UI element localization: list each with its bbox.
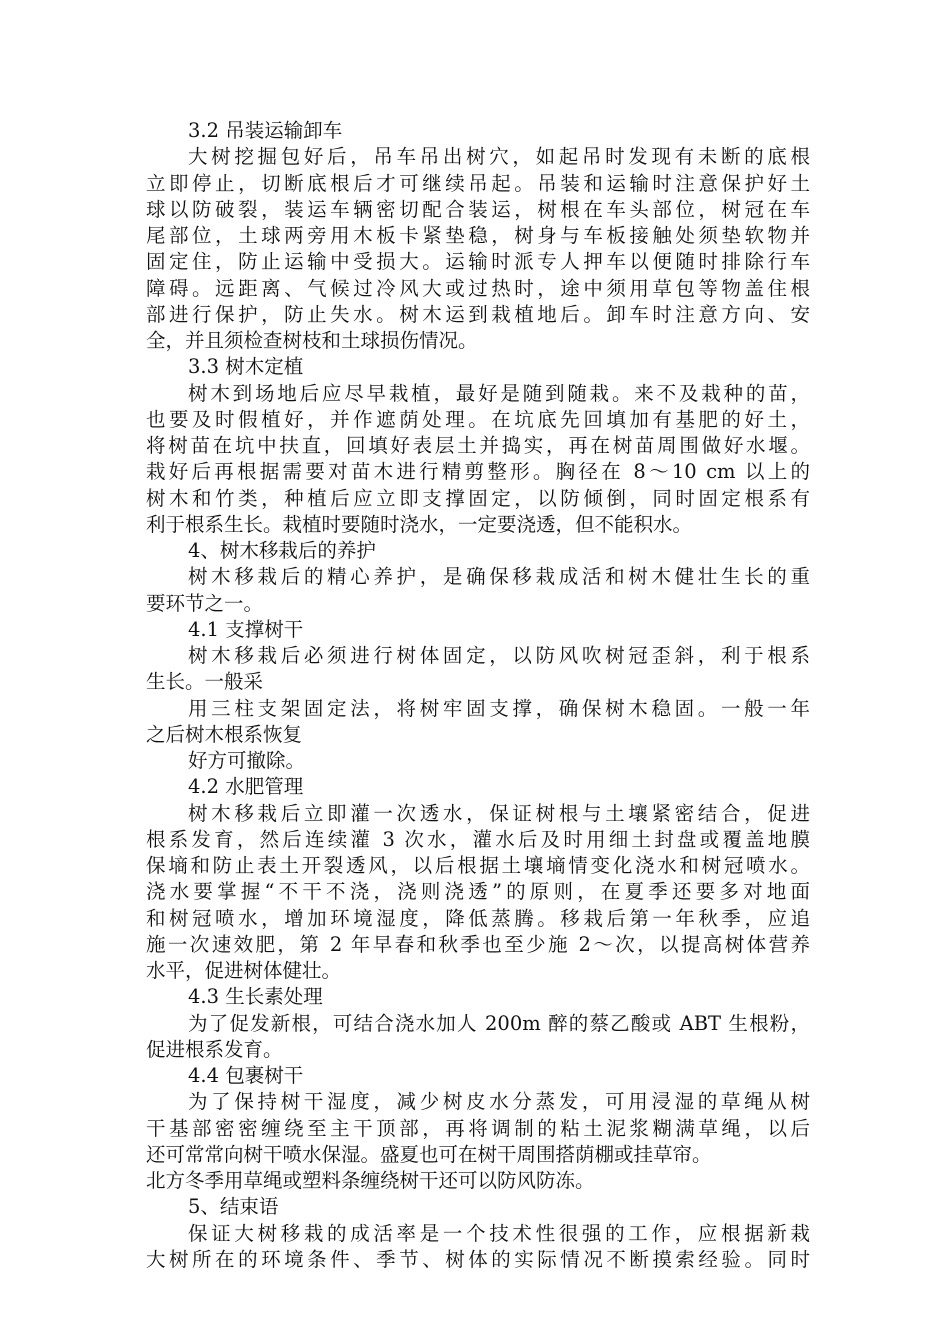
paragraph-line: 大树挖掘包好后，吊车吊出树穴，如起吊时发现有未断的底根 xyxy=(188,145,810,169)
paragraph-line: 立即停止，切断底根后才可继续吊起。吊装和运输时注意保护好土 xyxy=(146,171,810,195)
paragraph-line: 树木到场地后应尽早栽植，最好是随到随栽。来不及栽种的苗， xyxy=(188,381,810,405)
section-heading-4-1: 4.1 支撑树干 xyxy=(188,617,304,641)
paragraph-line: 之后树木根系恢复 xyxy=(146,722,303,746)
paragraph-line: 还可常常向树干喷水保湿。盛夏也可在树干周围搭荫棚或挂草帘。 xyxy=(146,1142,712,1166)
paragraph-line: 树木移栽后立即灌一次透水，保证树根与土壤紧密结合，促进 xyxy=(188,801,810,825)
paragraph-line: 用三柱支架固定法，将树牢固支撑，确保树木稳固。一般一年 xyxy=(188,696,810,720)
paragraph-line: 树木移栽后必须进行树体固定，以防风吹树冠歪斜，利于根系 xyxy=(188,644,810,667)
document-body xyxy=(146,118,810,1273)
paragraph-line: 保墒和防止表土开裂透风，以后根据土壤墒情变化浇水和树冠喷水。 xyxy=(146,854,810,877)
paragraph-line: 和树冠喷水，增加环境湿度，降低蒸腾。移栽后第一年秋季，应追 xyxy=(146,906,810,930)
paragraph-line: 树木移栽后的精心养护，是确保移栽成活和树木健壮生长的重 xyxy=(188,565,810,589)
paragraph-line: 好方可撤除。 xyxy=(188,749,306,772)
paragraph-line: 也要及时假植好，并作遮荫处理。在坑底先回填加有基肥的好土， xyxy=(146,407,810,431)
paragraph-line: 障碍。远距离、气候过冷风大或过热时，途中须用草包等物盖住根 xyxy=(146,276,810,300)
section-heading-4: 4、树木移栽后的养护 xyxy=(188,539,376,562)
paragraph-line: 大树所在的环境条件、季节、树体的实际情况不断摸索经验。同时 xyxy=(146,1247,810,1271)
section-heading-3-2: 3.2 吊装运输卸车 xyxy=(188,119,343,142)
paragraph-line: 部进行保护，防止失水。树木运到栽植地后。卸车时注意方向、安 xyxy=(146,302,810,326)
section-heading-4-2: 4.2 水肥管理 xyxy=(188,775,304,799)
paragraph-line: 栽好后再根据需要对苗木进行精剪整形。胸径在 8～10 cm 以上的 xyxy=(146,460,810,484)
paragraph-line: 球以防破裂，装运车辆密切配合装运，树根在车头部位，树冠在车 xyxy=(146,197,810,221)
paragraph-line: 为了保持树干湿度，减少树皮水分蒸发，可用浸湿的草绳从树 xyxy=(188,1090,810,1114)
paragraph-line: 生长。一般采 xyxy=(146,670,264,694)
paragraph-line: 干基部密密缠绕至主干顶部，再将调制的粘土泥浆糊满草绳，以后 xyxy=(146,1116,810,1140)
section-heading-5: 5、结束语 xyxy=(188,1195,279,1219)
paragraph-line: 北方冬季用草绳或塑料条缠绕树干还可以防风防冻。 xyxy=(146,1169,595,1192)
paragraph-line: 将树苗在坑中扶直，回填好表层土并捣实，再在树苗周围做好水堰。 xyxy=(146,434,810,457)
section-heading-4-3: 4.3 生长素处理 xyxy=(188,985,323,1009)
paragraph-line: 浇水要掌握“不干不浇，浇则浇透”的原则，在夏季还要多对地面 xyxy=(146,880,810,904)
paragraph-line: 尾部位，土球两旁用木板卡紧垫稳，树身与车板接触处须垫软物并 xyxy=(146,224,810,247)
paragraph-line: 水平，促进树体健壮。 xyxy=(146,959,342,982)
paragraph-line: 保证大树移栽的成活率是一个技术性很强的工作，应根据新栽 xyxy=(188,1221,810,1245)
section-heading-4-4: 4.4 包裹树干 xyxy=(188,1064,304,1087)
section-heading-3-3: 3.3 树木定植 xyxy=(188,355,304,379)
paragraph-line: 固定住，防止运输中受损大。运输时派专人押车以便随时排除行车 xyxy=(146,250,810,274)
paragraph-line: 要环节之一。 xyxy=(146,591,264,615)
paragraph-line: 树木和竹类，种植后应立即支撑固定，以防倾倒，同时固定根系有 xyxy=(146,486,810,510)
paragraph-line: 为了促发新根，可结合浇水加人 200m 醉的蔡乙酸或 ABT 生根粉， xyxy=(188,1011,810,1035)
paragraph-line: 全，并且须检查树枝和土球损伤情况。 xyxy=(146,329,478,352)
paragraph-line: 利于根系生长。栽植时要随时浇水，一定要浇透，但不能积水。 xyxy=(146,512,693,536)
paragraph-line: 促进根系发育。 xyxy=(146,1037,283,1061)
paragraph-line: 施一次速效肥，第 2 年早春和秋季也至少施 2～次，以提高树体营养 xyxy=(146,932,810,956)
paragraph-line: 根系发育，然后连续灌 3 次水，灌水后及时用细土封盘或覆盖地膜 xyxy=(146,827,810,851)
